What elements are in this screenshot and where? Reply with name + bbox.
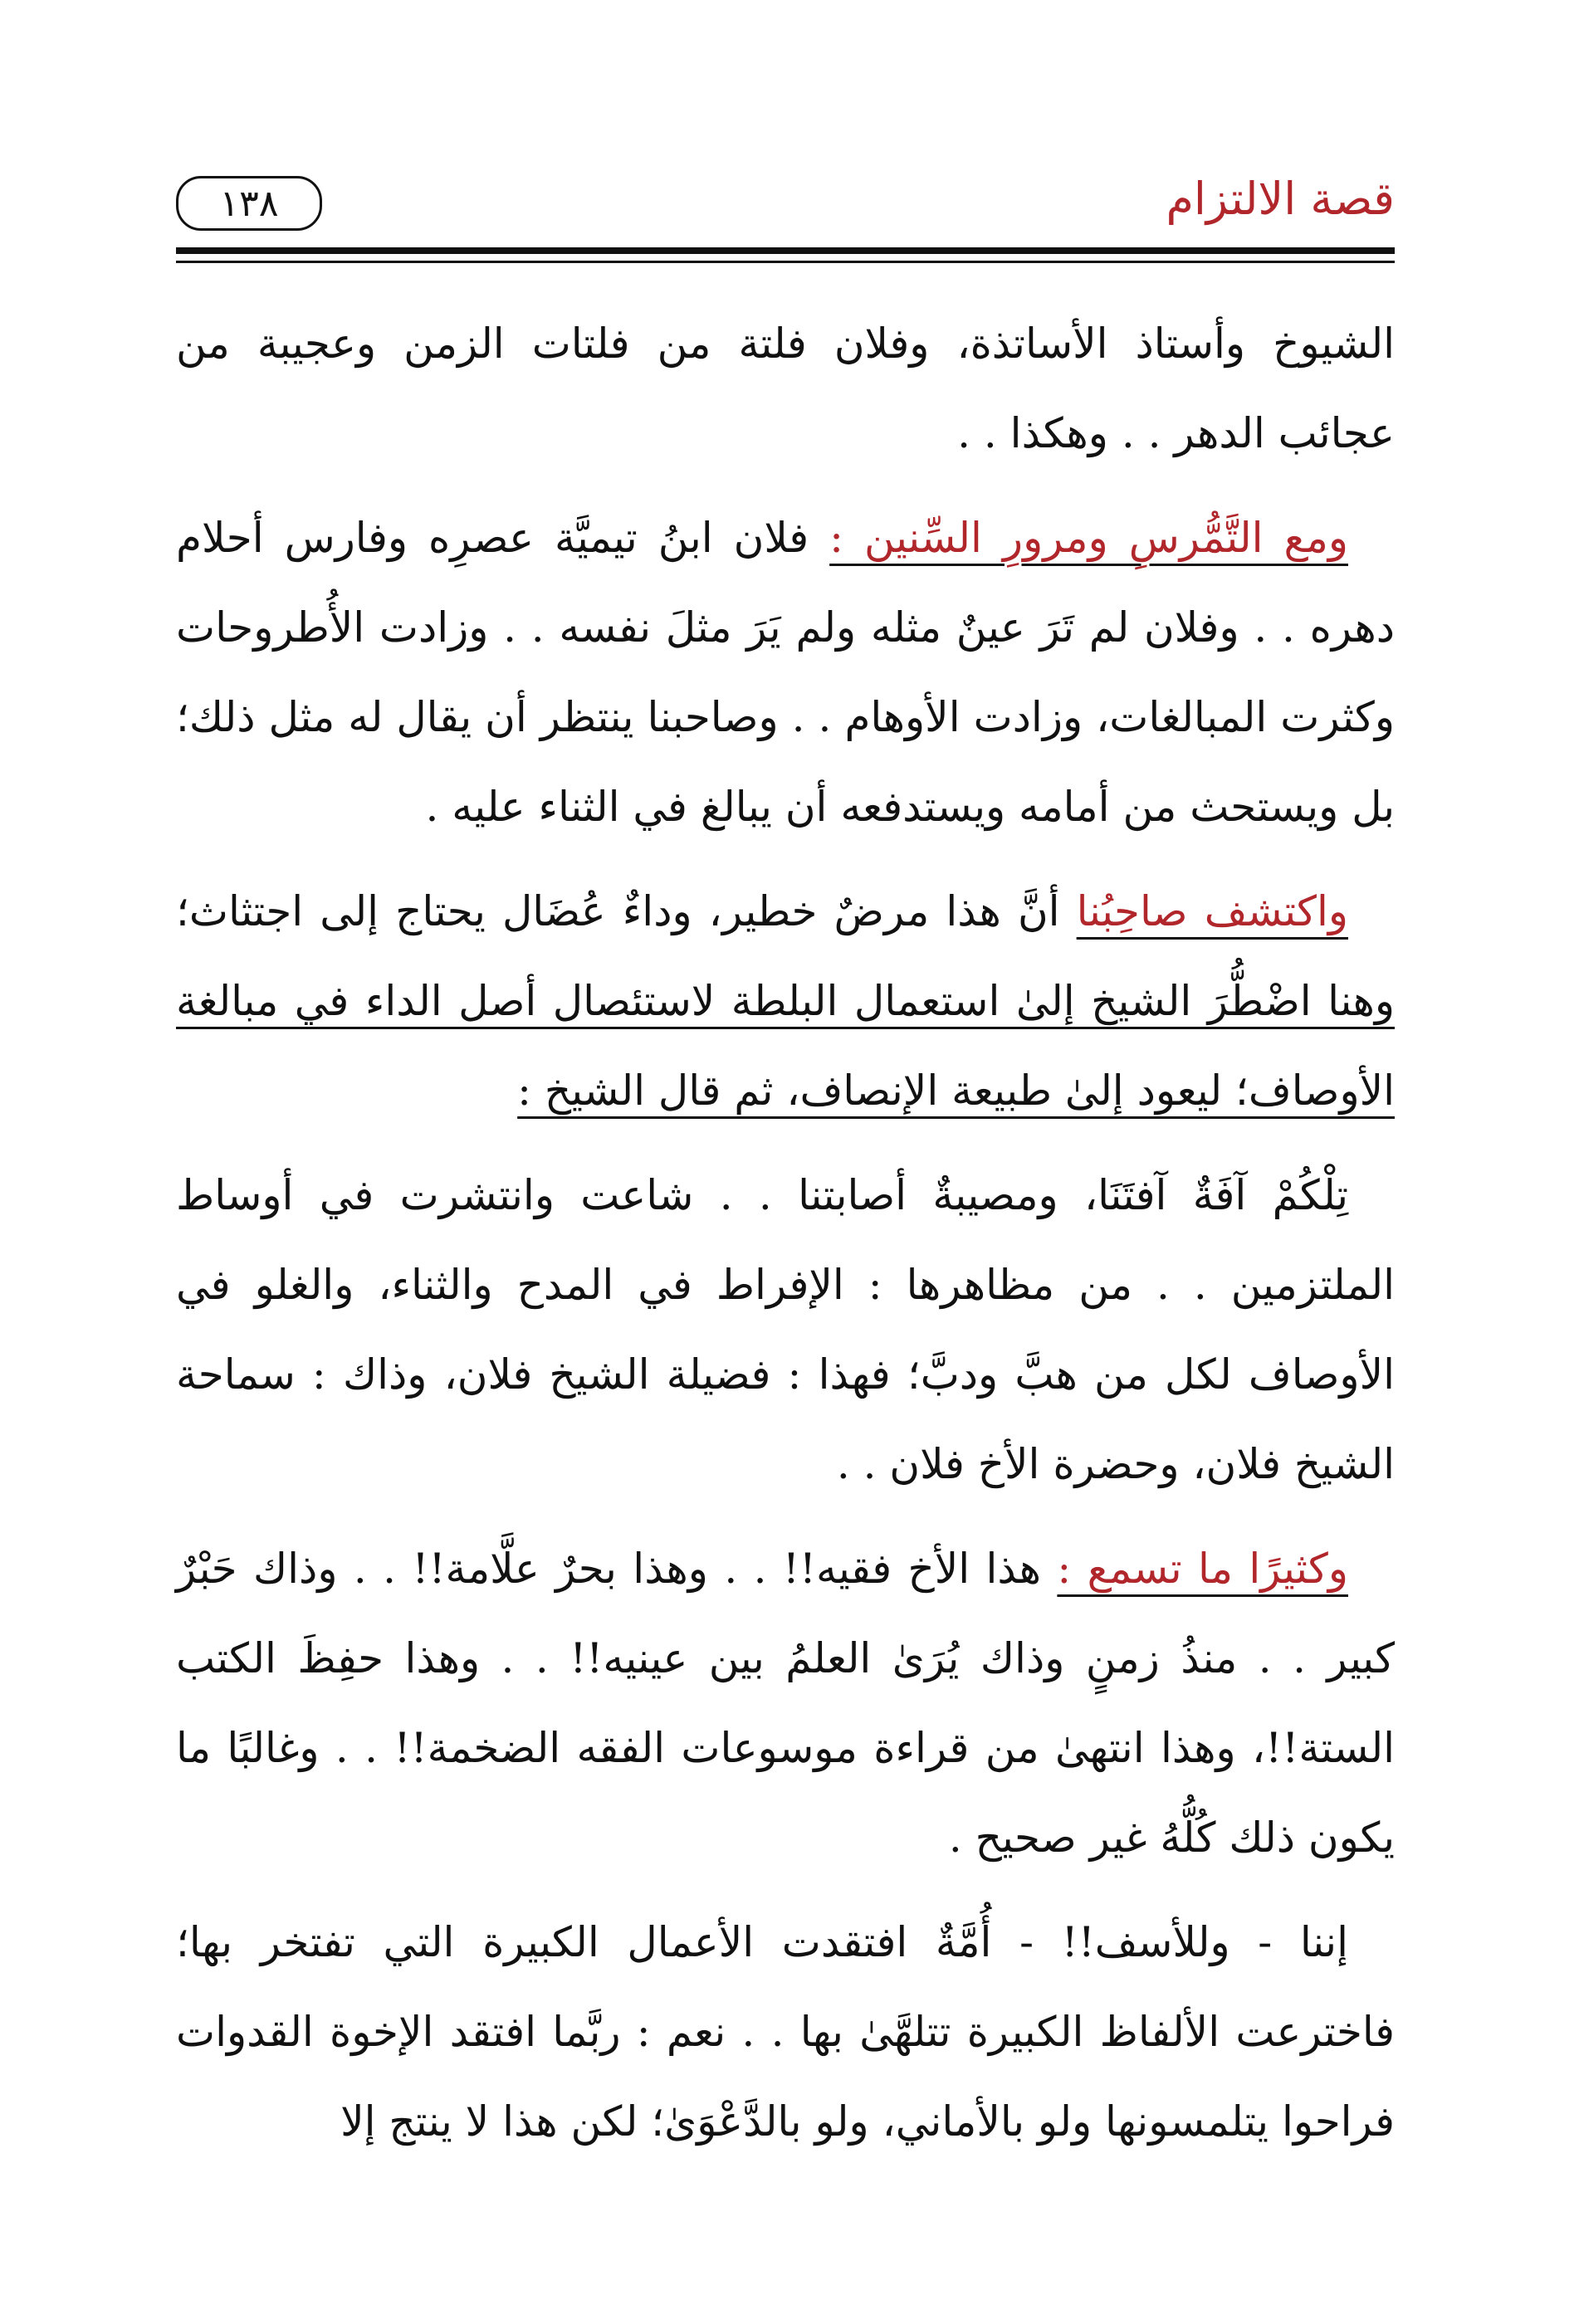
paragraph-1 [176,299,1395,478]
paragraph-text: الشيوخ وأستاذ الأساتذة، وفلان فلتة من فلتات الزمن وعجيبة من عجائب الدهر . . وهكذا . . [176,320,1395,457]
paragraph-text: فلان ابنُ تيميَّة عصرِه وفارس أحلام دهره . . وفلان لم تَرَ عينٌ مثله ولم يَرَ مثلَ نفسه . . وزادت الأُطروحات وكثرت المبالغات، وزادت الأوهام . . وصاحبنا ينتظر أن يقال له مثل ذلك؛ بل ويستحث من أمامه ويستدفعه أن يبالغ في الثناء عليه . [176,514,1395,831]
header-rule-thin [176,261,1395,263]
paragraph-2 [176,493,1395,852]
paragraph-text: إننا - وللأسف!! - أُمَّةٌ افتقدت الأعمال الكبيرة التي تفتخر بها؛ فاخترعت الألفاظ الكبيرة تتلهَّىٰ بها . . نعم : ربَّما افتقد الإخوة القدوات فراحوا يتلمسونها ولو بالأماني، ولو بالدَّعْوَىٰ؛ لكن هذا لا ينتج إلا [176,1918,1395,2146]
paragraph-lead-heading: وكثيرًا ما تسمع : [1057,1545,1348,1593]
paragraph-lead-heading: واكتشف صاحِبُنا [1076,887,1348,935]
paragraph-lead-heading: ومع التَّمُّرسِ ومرورِ السِّنين : [829,514,1348,562]
page-header [176,158,1395,249]
paragraph-3 [176,867,1395,1135]
page-number: ١٣٨ [176,176,322,231]
paragraph-5 [176,1524,1395,1882]
paragraph-4 [176,1150,1395,1509]
paragraph-text: هذا الأخ فقيه!! . . وهذا بحرٌ علَّامة!! . . وذاك حَبْرٌ كبير . . منذُ زمنٍ وذاك يُرَىٰ العلمُ بين عينيه!! . . وهذا حفِظَ الكتب الستة!!، وهذا انتهىٰ من قراءة موسوعات الفقه الضخمة!! . . وغالبًا ما يكون ذلك كُلُّهُ غير صحيح . [176,1545,1395,1862]
running-title: قصة الالتزام [1166,173,1395,225]
underlined-passage: وهنا اضْطُّرَ الشيخ إلىٰ استعمال البلطة لاستئصال أصل الداء في مبالغة الأوصاف؛ ليعود إلىٰ طبيعة الإنصاف، ثم قال الشيخ : [176,977,1395,1115]
page-body [176,299,1395,2181]
paragraph-6 [176,1897,1395,2166]
paragraph-text: أنَّ هذا مرضٌ خطير، وداءٌ عُضَال يحتاج إلى اجتثاث؛ [176,887,1077,935]
header-rule-thick [176,247,1395,254]
paragraph-text: تِلْكُمْ آفَةٌ آفتَنَا، ومصيبةٌ أصابتنا . . شاعت وانتشرت في أوساط الملتزمين . . من مظاهرها : الإفراط في المدح والثناء، والغلو في الأوصاف لكل من هبَّ ودبَّ؛ فهذا : فضيلة الشيخ فلان، وذاك : سماحة الشيخ فلان، وحضرة الأخ فلان . . [176,1171,1395,1488]
